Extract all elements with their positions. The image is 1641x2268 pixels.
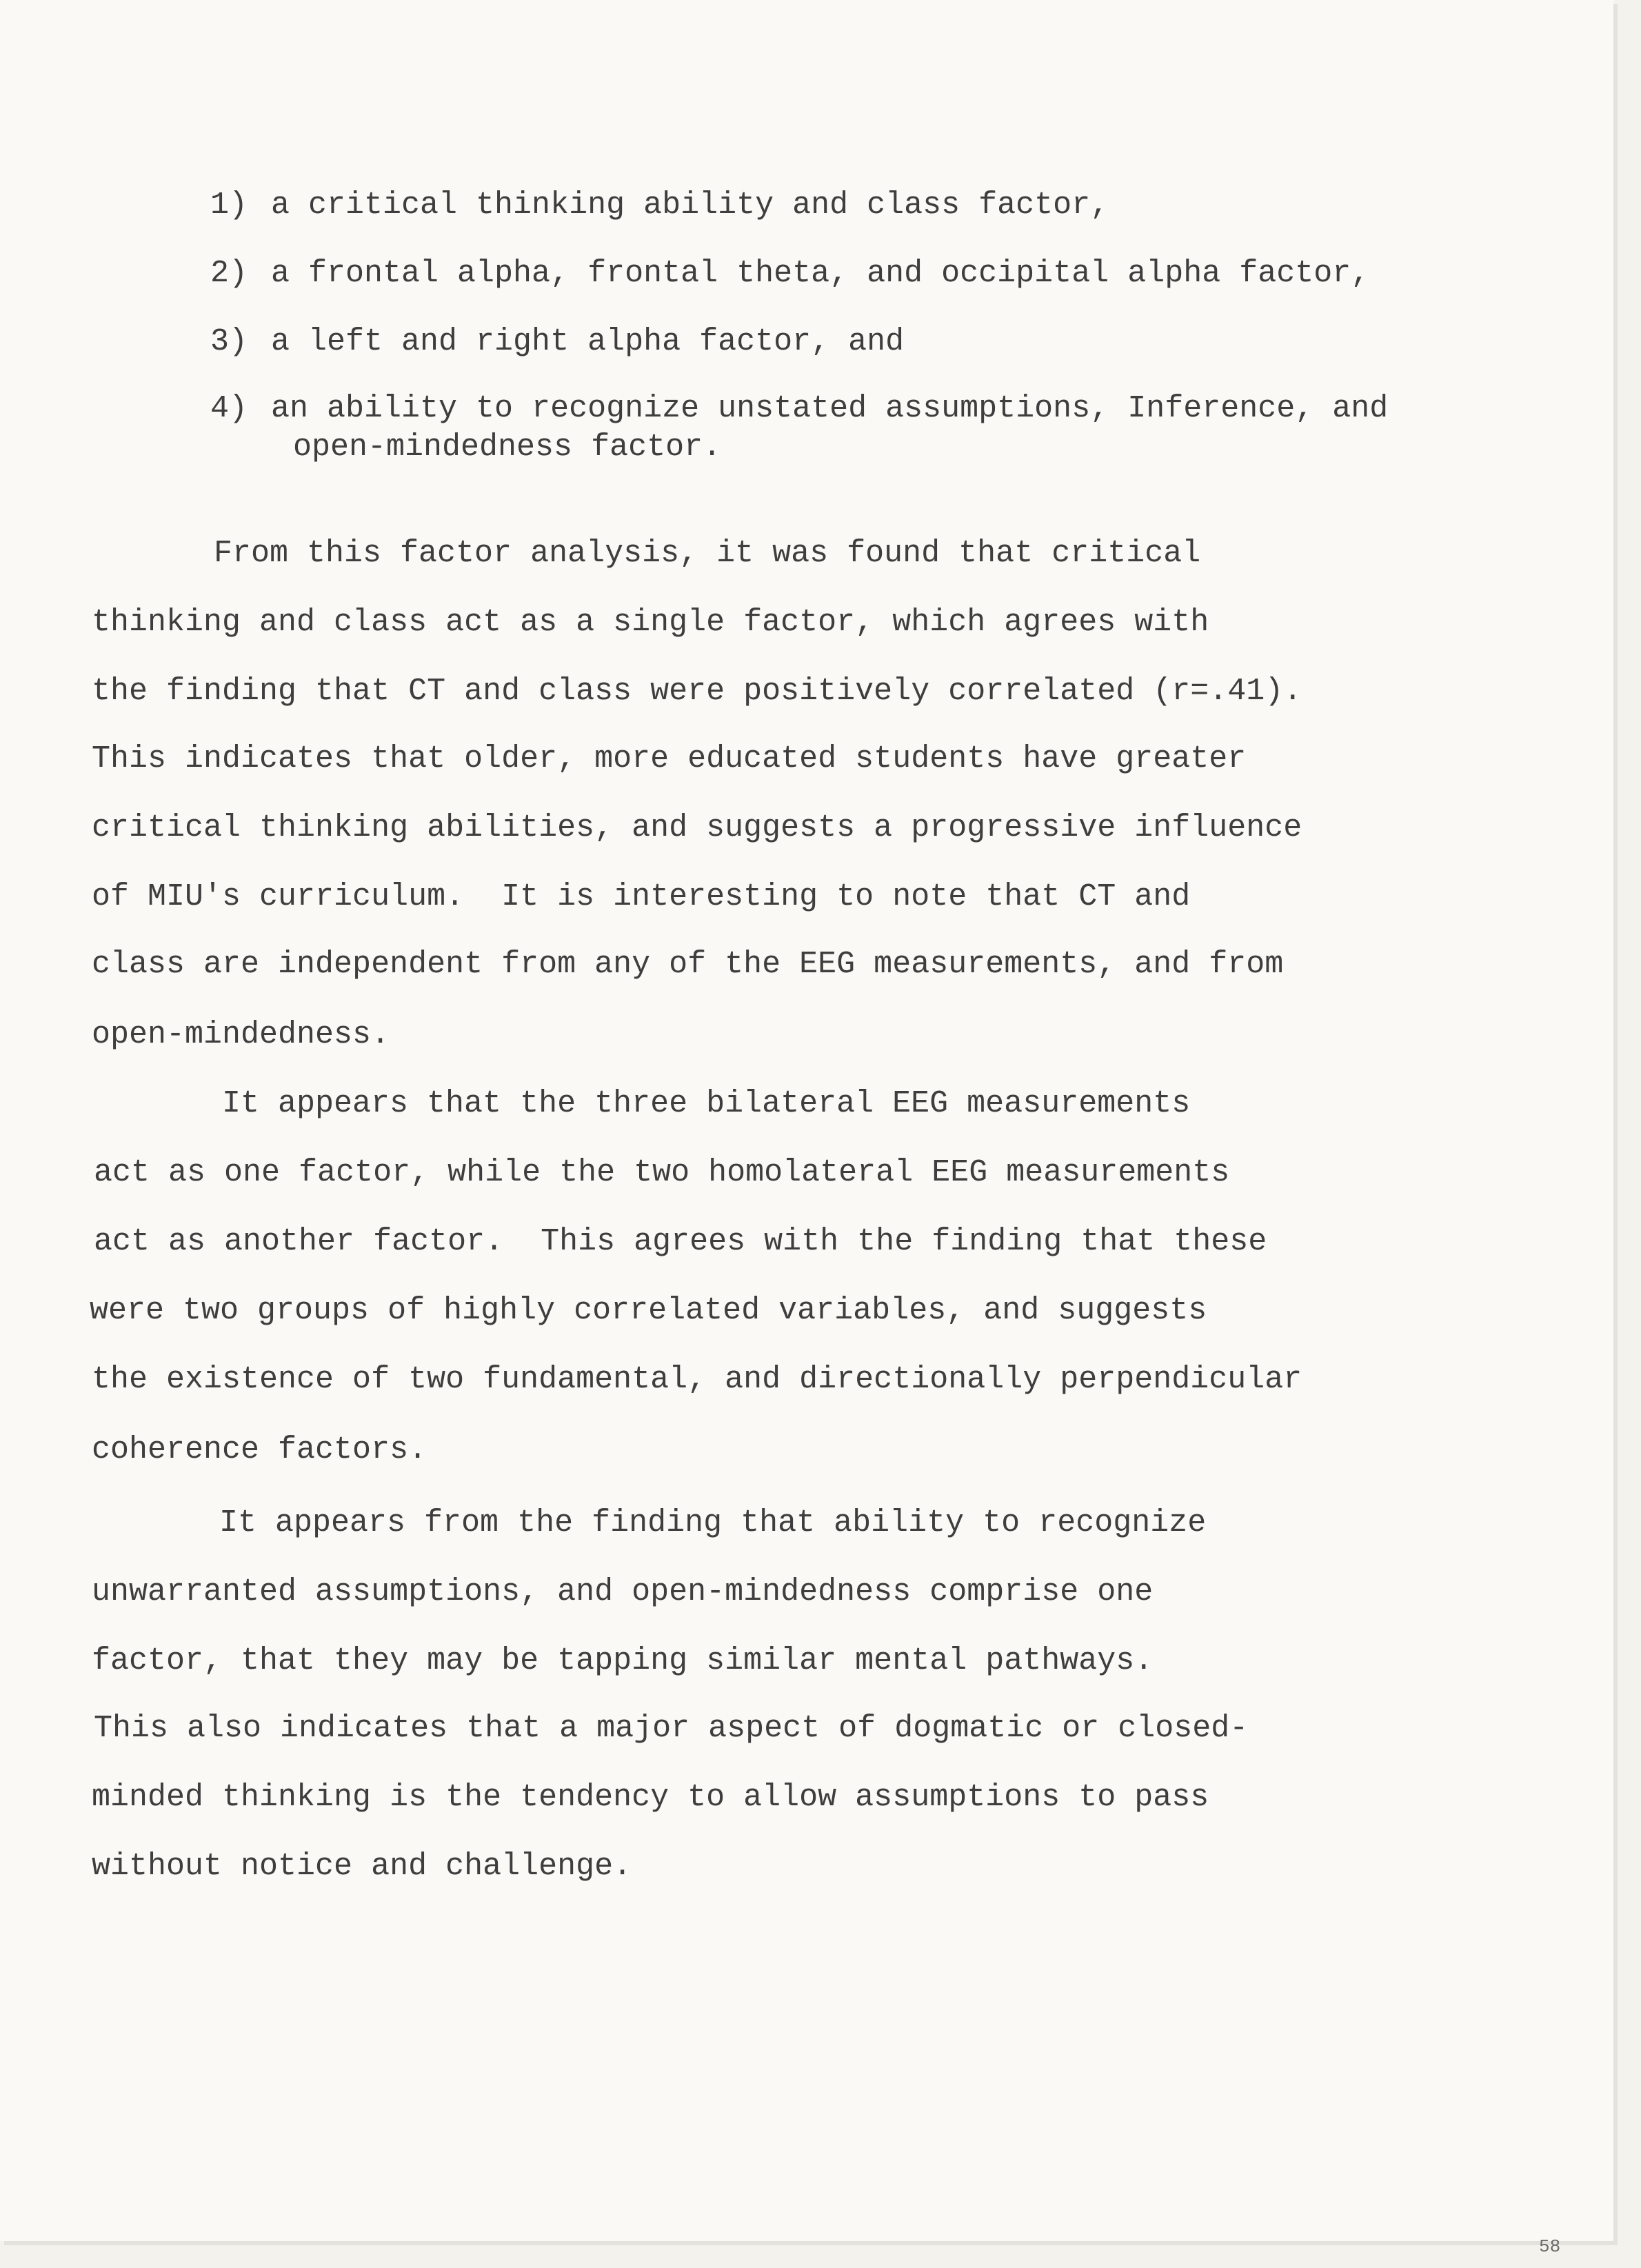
list-number: 1) (210, 188, 248, 223)
list-number: 3) (210, 324, 248, 359)
paragraph-line: were two groups of highly correlated variables, and suggests (90, 1293, 1207, 1328)
paragraph-line: It appears that the three bilateral EEG measurements (222, 1086, 1191, 1121)
paragraph-line: the existence of two fundamental, and directionally perpendicular (92, 1362, 1302, 1397)
paragraph-line: thinking and class act as a single factor, which agrees with (92, 605, 1209, 640)
list-number: 4) (210, 391, 248, 426)
paragraph-line: open-mindedness. (92, 1017, 390, 1052)
paragraph-line: critical thinking abilities, and suggests a progressive influence (92, 810, 1302, 845)
list-text-continuation: open-mindedness factor. (293, 430, 722, 465)
paragraph-line: From this factor analysis, it was found that critical (214, 536, 1201, 571)
paragraph-line: class are independent from any of the EEG measurements, and from (92, 947, 1284, 982)
paragraph-line: act as another factor. This agrees with the finding that these (94, 1224, 1267, 1259)
list-text: a frontal alpha, frontal theta, and occipital alpha factor, (271, 256, 1370, 291)
paragraph-line: It appears from the finding that ability to recognize (219, 1505, 1207, 1541)
list-text: a critical thinking ability and class factor, (271, 188, 1109, 223)
list-text: a left and right alpha factor, and (271, 324, 905, 359)
list-number: 2) (210, 256, 248, 291)
paragraph-line: minded thinking is the tendency to allow assumptions to pass (92, 1780, 1209, 1815)
paragraph-line: the finding that CT and class were positively correlated (r=.41). (92, 674, 1302, 709)
paragraph-line: coherence factors. (92, 1432, 427, 1467)
list-text: an ability to recognize unstated assumptions, Inference, and (271, 391, 1389, 426)
page-number: 58 (1539, 2236, 1561, 2257)
paragraph-line: unwarranted assumptions, and open-mindedness comprise one (92, 1574, 1154, 1609)
paragraph-line: This also indicates that a major aspect of dogmatic or closed- (94, 1711, 1249, 1746)
paragraph-line: of MIU's curriculum. It is interesting to note that CT and (92, 879, 1191, 914)
paragraph-line: factor, that they may be tapping similar mental pathways. (92, 1643, 1154, 1678)
paragraph-line: act as one factor, while the two homolateral EEG measurements (94, 1155, 1230, 1190)
paragraph-line: This indicates that older, more educated students have greater (92, 741, 1247, 776)
paragraph-line: without notice and challenge. (92, 1849, 632, 1884)
